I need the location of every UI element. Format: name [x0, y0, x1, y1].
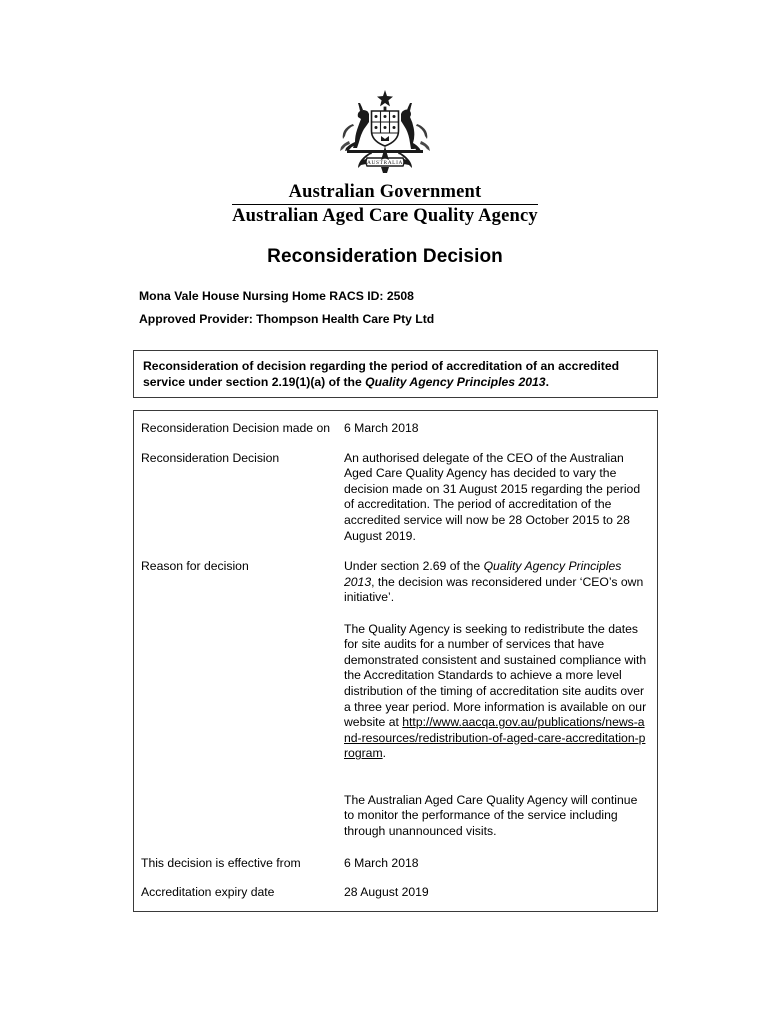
service-details	[139, 285, 659, 331]
scope-text-tail: .	[545, 374, 549, 389]
reason-p2-lead: The Quality Agency is seeking to redistribute the dates for site audits for a number of services that have demonstrated consistent and sustained compliance with the Accreditation Standards to achieve a more level distribution of the timing of accreditation site audits over a three year period. More information is available on our website at	[344, 621, 647, 730]
decision-paragraph: An authorised delegate of the CEO of the Australian Aged Care Quality Agency has decided to vary the decision made on 31 August 2015 regarding the period of accreditation. The period of accreditation of the accredited service will now be 28 October 2015 to 28 August 2019.	[344, 450, 641, 543]
masthead	[0, 84, 770, 227]
table-row-made-on	[134, 421, 657, 437]
scope-text	[143, 359, 648, 390]
effective-from-value: 6 March 2018	[344, 855, 419, 870]
made-on-value: 6 March 2018	[344, 421, 419, 435]
service-name-line: Mona Vale House Nursing Home RACS ID: 2508	[139, 289, 414, 303]
redistribution-program-link[interactable]: http://www.aacqa.gov.au/publications/news-and-resources/redistribution-of-aged-care-accreditation-program	[344, 715, 646, 761]
svg-text:AUSTRALIA: AUSTRALIA	[367, 160, 403, 166]
effective-from-label: This decision is effective from	[141, 855, 301, 870]
decision-value	[344, 451, 657, 545]
page-title: Reconsideration Decision	[267, 246, 503, 267]
reason-paragraph-3: The Australian Aged Care Quality Agency will continue to monitor the performance of the service including through unannounced visits.	[344, 792, 638, 839]
reason-paragraph-2	[344, 622, 649, 762]
reason-label: Reason for decision	[141, 559, 249, 574]
expiry-date-value: 28 August 2019	[344, 885, 429, 900]
table-row-decision	[134, 451, 657, 545]
made-on-label: Reconsideration Decision made on	[141, 421, 331, 435]
table-row-reason	[134, 559, 657, 840]
reason-p1-lead: Under section 2.69 of the	[344, 559, 484, 574]
masthead-divider	[232, 204, 538, 205]
agency-name-text: Australian Aged Care Quality Agency	[232, 205, 538, 226]
reason-legislation-title: Quality Agency Principles 2013	[344, 559, 622, 589]
reason-p2-tail: .	[382, 746, 386, 761]
table-row-effective-from	[134, 856, 657, 872]
scope-text-lead: Reconsideration of decision regarding the period of accreditation of an accredited service under section 2.19(1)(a) of the	[143, 359, 620, 389]
expiry-date-label: Accreditation expiry date	[141, 885, 275, 900]
decision-table	[133, 410, 658, 912]
australian-coat-of-arms-icon	[333, 84, 437, 176]
decision-label: Reconsideration Decision	[141, 450, 280, 465]
reason-paragraph-1	[344, 559, 649, 606]
reason-p1-tail: , the decision was reconsidered under ‘CEO’s own initiative’.	[344, 574, 644, 605]
australian-government-text: Australian Government	[288, 182, 482, 202]
government-wordmark	[232, 182, 538, 227]
scope-box	[133, 350, 658, 398]
reason-value	[344, 559, 657, 840]
table-row-expiry-date	[134, 885, 657, 901]
scope-legislation-title: Quality Agency Principles 2013	[365, 374, 546, 389]
approved-provider-line: Approved Provider: Thompson Health Care Pty Ltd	[139, 312, 435, 326]
